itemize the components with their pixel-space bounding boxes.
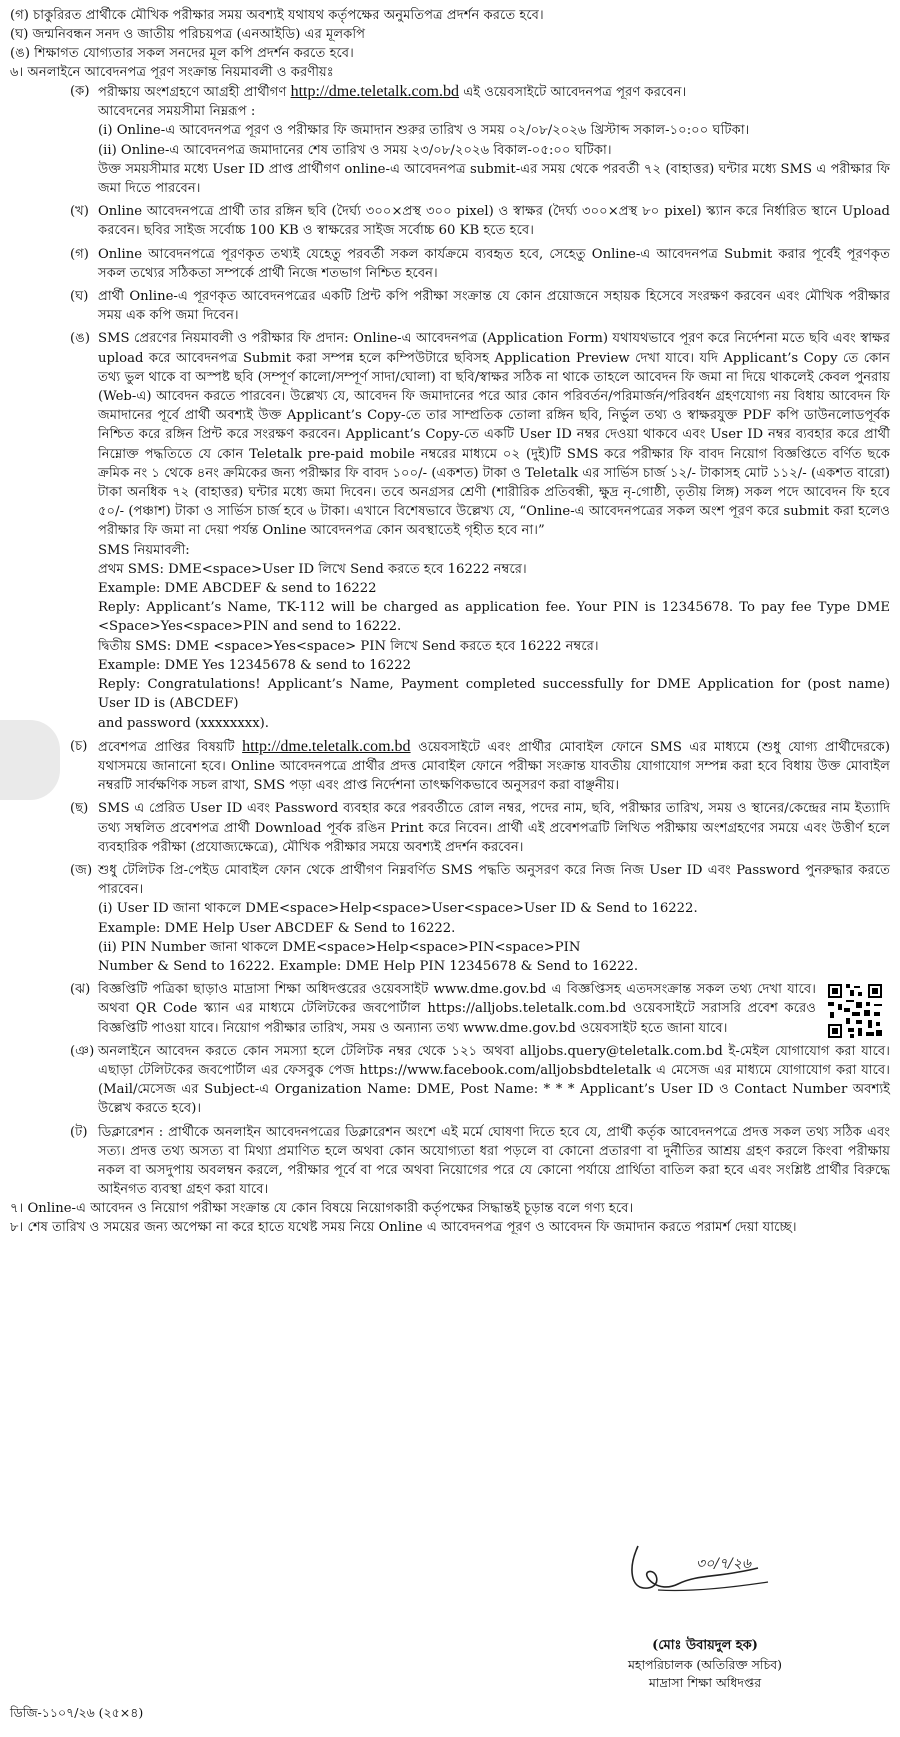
line-gha-top: (ঘ) জন্মনিবন্ধন সনদ ও জাতীয় পরিচয়পত্র (এনআইডি) এর মূলকপি (10, 27, 366, 42)
sms-first-example: Example: DME ABCDEF & send to 16222 (98, 581, 377, 597)
item-chha (10, 799, 890, 857)
line-ga-top: (গ) চাকুরিরত প্রার্থীকে মৌখিক পরীক্ষার সময় অবশ্যই যথাযথ কর্তৃপক্ষের অনুমতিপত্র প্রদর্শন করতে হবে। (10, 8, 544, 23)
item-ta (10, 1123, 890, 1200)
handwritten-signature-icon (618, 1538, 778, 1602)
teletalk-link-2[interactable]: http://dme.teletalk.com.bd (242, 737, 411, 755)
item-cha-label: (চ) (70, 738, 88, 754)
item-chha-text: SMS এ প্রেরিত User ID এবং Password ব্যবহার করে পরবর্তীতে রোল নম্বর, পদের নাম, ছবি, পরীক্ষার তারিখ, সময় ও স্থানের/কেন্দ্রের নাম ইত্যাদি তথ্য সম্বলিত প্রবেশপত্র প্রার্থী Download পূর্বক রঙিন Print করে নিবেন। প্রার্থী এই প্রবেশপত্রটি লিখিত পরীক্ষায় অংশগ্রহণের সময়ে এবং উত্তীর্ণ হলে ব্যবহারিক পরীক্ষা (প্রযোজ্যক্ষেত্রে), মৌখিক পরীক্ষার সময়ে অবশ্যই প্রদর্শন করবেন। (98, 801, 890, 855)
item-cha-pre: প্রবেশপত্র প্রাপ্তির বিষয়টি (98, 739, 235, 755)
footer-code: ডিজি-১১০৭/২৬ (২৫×৪) (10, 1705, 144, 1720)
item-ja (10, 861, 890, 976)
item-gha-label: (ঘ) (70, 289, 89, 305)
item-ka-label: (ক) (70, 84, 90, 99)
item-kha-text: Online আবেদনপত্রে প্রার্থী তার রঙ্গিন ছবি (দৈর্ঘ্য ৩০০×প্রস্থ ৩০০ pixel) ও স্বাক্ষর (দৈর্ঘ্য ৩০০×প্রস্থ ৮০ pixel) স্ক্যান করে নির্ধারিত স্থানে Upload করবেন। ছবির সাইজ সর্বোচ্চ 100 KB ও স্বাক্ষরের সাইজ সর্বোচ্চ 60 KB হতে হবে। (98, 204, 890, 239)
item-ka-ii: (ii) Online-এ আবেদনপত্র জমাদানের শেষ তারিখ ও সময় ২৩/০৮/২০২৬ বিকাল-০৫:০০ ঘটিকা। (98, 142, 612, 158)
section-6-heading: ৬। অনলাইনে আবেদনপত্র পূরণ সংক্রান্ত নিয়মাবলী ও করণীয়ঃ (10, 65, 334, 80)
sms-rules-heading: SMS নিয়মাবলী: (98, 542, 190, 558)
item-jha-label: (ঝ) (70, 982, 91, 998)
item-ja-text: শুধু টেলিটক প্রি-পেইড মোবাইল ফোন থেকে প্রার্থীগণ নিম্নবর্ণিত SMS পদ্ধতি অনুসরণ করে নিজ নিজ User ID এবং Password পুনরুদ্ধার করতে পারবেন। (98, 862, 890, 898)
item-gha (10, 287, 890, 325)
item-jha (10, 980, 890, 1038)
item-cha-post: ওয়েবসাইটে এবং প্রার্থীর মোবাইল ফোনে SMS এর মাধ্যমে (শুধু যোগ্য প্রার্থীদেরকে) যথাসময়ে জানানো হবে। Online আবেদনপত্রে প্রার্থীর প্রদত্ত মোবাইল ফোনে পরীক্ষা সংক্রান্ত যাবতীয় যোগাযোগ সম্পন্ন করা হবে বিধায় উক্ত মোবাইল নম্বরটি সার্বক্ষণিক সচল রাখা, SMS পড়া এবং প্রাপ্ত নির্দেশনা তাৎক্ষণিকভাবে অনুসরণ করা বাঞ্ছনীয়। (98, 739, 890, 794)
notice-page (10, 6, 890, 1237)
item-ja-ii: (ii) PIN Number জানা থাকলে DME<space>Help<space>PIN<space>PIN (98, 939, 581, 955)
item-ta-label: (ট) (70, 1124, 88, 1140)
item-ka-post: এই ওয়েবসাইটে আবেদনপত্র পূরণ করবেন। (463, 85, 687, 100)
item-ja-i: (i) User ID জানা থাকলে DME<space>Help<space>User<space>User ID & Send to 16222. (98, 901, 698, 917)
sms-second-reply: Reply: Congratulations! Applicant’s Name, Payment completed successfully for DME Application for (post name) User ID is (ABCDEF) (98, 677, 890, 712)
teletalk-link[interactable]: http://dme.teletalk.com.bd (290, 83, 459, 100)
item-ja-ii-2: Number & Send to 16222. Example: DME Help PIN 12345678 & Send to 16222. (98, 958, 639, 974)
item-chha-label: (ছ) (70, 801, 89, 817)
item-gha-text: প্রার্থী Online-এ পূরণকৃত আবেদনপত্রের একটি প্রিন্ট কপি পরীক্ষা সংক্রান্ত যে কোন প্রয়োজনে সহায়ক হিসেবে সংরক্ষণ করবেন এবং মৌখিক পরীক্ষার সময় এক কপি জমা দিবেন। (98, 289, 890, 324)
item-ja-i-example: Example: DME Help User ABCDEF & Send to 16222. (98, 920, 456, 936)
signatory-name: (মোঃ উবায়দুল হক) (652, 1638, 758, 1653)
item-nya-label: (ঞ) (70, 1043, 95, 1059)
item-ka-i: (i) Online-এ আবেদনপত্র পূরণ ও পরীক্ষার ফি জমাদান শুরুর তারিখ ও সময় ০২/০৮/২০২৬ খ্রিস্টাব্দ সকাল-১০:০০ ঘটিকা। (98, 123, 750, 139)
sms-second: দ্বিতীয় SMS: DME <space>Yes<space> PIN লিখে Send করতে হবে 16222 নম্বরে। (98, 638, 599, 654)
qr-code-icon[interactable] (826, 982, 884, 1040)
item-ja-label: (জ) (70, 862, 93, 878)
item-kha-label: (খ) (70, 204, 89, 220)
sms-second-reply-2: and password (xxxxxxxx). (98, 715, 269, 731)
item-ka-line2: আবেদনের সময়সীমা নিম্নরূপ : (98, 104, 256, 120)
item-ta-text: ডিক্লারেশন : প্রার্থীকে অনলাইন আবেদনপত্রের ডিক্লারেশন অংশে এই মর্মে ঘোষণা দিতে হবে যে, প্রার্থী কর্তৃক আবেদনপত্রে প্রদত্ত সকল তথ্য সঠিক এবং সত্য। প্রদত্ত তথ্য অসত্য বা মিথ্যা প্রমাণিত হলে অথবা কোন অযোগ্যতা ধরা পড়লে বা কোনো প্রতারণা বা দুর্নীতির আশ্রয় গ্রহণ করলে কিংবা পরীক্ষায় নকল বা অসদুপায় অবলম্বন করলে, পরীক্ষার পূর্বে বা পরে অথবা নিয়োগের পরে যে কোনো পর্যায়ে প্রার্থিতা বাতিল করা হবে এবং সংশ্লিষ্ট প্রার্থীর বিরুদ্ধে আইনগত ব্যবস্থা গ্রহণ করা যাবে। (98, 1124, 890, 1198)
item-ka-line3: উক্ত সময়সীমার মধ্যে User ID প্রাপ্ত প্রার্থীগণ online-এ আবেদনপত্র submit-এর সময় থেকে পরবর্তী ৭২ (বাহাত্তর) ঘন্টার মধ্যে SMS এ পরীক্ষার ফি জমা দিতে পারবেন। (98, 161, 890, 197)
sms-first-reply: Reply: Applicant’s Name, TK-112 will be charged as application fee. Your PIN is 12345678. To pay fee Type DME <Space>Yes<space>PIN and send to 16222. (98, 600, 890, 635)
item-kha (10, 202, 890, 240)
item-ga (10, 245, 890, 283)
signatory-designation: মহাপরিচালক (অতিরিক্ত সচিব) (627, 1657, 783, 1672)
item-ka (10, 82, 890, 198)
sms-first: প্রথম SMS: DME<space>User ID লিখে Send করতে হবে 16222 নম্বরে। (98, 561, 527, 577)
point-7: ৭। Online-এ আবেদন ও নিয়োগ পরীক্ষা সংক্রান্ত যে কোন বিষয়ে নিয়োগকারী কর্তৃপক্ষের সিদ্ধান্তই চূড়ান্ত বলে গণ্য হবে। (10, 1201, 634, 1217)
item-jha-text: বিজ্ঞপ্তিটি পত্রিকা ছাড়াও মাদ্রাসা শিক্ষা অধিদপ্তরের ওয়েবসাইট www.dme.gov.bd এ বিজ্ঞপ্তিসহ এতদসংক্রান্ত সকল তথ্য দেখা যাবে। অথবা QR Code স্ক্যান এর মাধ্যমে টেলিটকের জবপোর্টাল https://alljobs.teletalk.com.bd ওয়েবসাইটে সরাসরি প্রবেশ করেও বিজ্ঞপ্তিটি পাওয়া যাবে। নিয়োগ পরীক্ষার তারিখ, সময় ও অন্যান্য তথ্য www.dme.gov.bd ওয়েবসাইট হতে জানা যাবে। (98, 982, 816, 1036)
item-nya (10, 1042, 890, 1119)
sms-second-example: Example: DME Yes 12345678 & send to 16222 (98, 657, 412, 673)
item-nya-text: অনলাইনে আবেদন করতে কোন সমস্যা হলে টেলিটক নম্বর থেকে ১২১ অথবা alljobs.query@teletalk.com.bd ই-মেইল যোগাযোগ করা যাবে। এছাড়া টেলিটকের জবপোর্টাল এর ফেসবুক পেজ https://www.facebook.com/alljobsbdteletalk এ মেসেজ এর মাধ্যমে যোগাযোগ করা যাবে। (Mail/মেসেজ এর Subject-এ Organization Name: DME, Post Name: * * * Applicant’s User ID ও Contact Number অবশ্যই উল্লেখ করতে হবে)। (98, 1043, 890, 1117)
line-uma-top: (ঙ) শিক্ষাগত যোগ্যতার সকল সনদের মূল কপি প্রদর্শন করতে হবে। (10, 46, 354, 61)
item-ga-label: (গ) (70, 246, 89, 262)
item-ga-text: Online আবেদনপত্রে পূরণকৃত তথ্যই যেহেতু পরবর্তী সকল কার্যক্রমে ব্যবহৃত হবে, সেহেতু Online-এ আবেদনপত্র Submit করার পূর্বেই পূরণকৃত সকল তথ্যের সঠিকতা সম্পর্কে প্রার্থী নিজে শতভাগ নিশ্চিত হবেন। (98, 246, 890, 281)
signature-date: ৩০/৭/২৬ (696, 1556, 751, 1572)
item-uma-text: SMS প্রেরণের নিয়মাবলী ও পরীক্ষার ফি প্রদান: Online-এ আবেদনপত্র (Application Form) যথাযথভাবে পূরণ করে নির্দেশনা মতে ছবি এবং স্বাক্ষর upload করে আবেদনপত্র Submit করা সম্পন্ন হলে কম্পিউটারে ছবিসহ Application Preview দেখা যাবে। যদি Applicant’s Copy তে কোন তথ্য ভুল থাকে বা অস্পষ্ট ছবি (সম্পূর্ণ কালো/সম্পূর্ণ সাদা/ঘোলা) বা ছবি/স্বাক্ষর সঠিক না থাকে তাহলে আবেদন ফি জমা না দিয়ে থাকলেই কেবল পুনরায় (Web-এ) আবেদন করতে পারবেন। উল্লেখ্য যে, আবেদন ফি জমাদানের পরে আর কোন পরিবর্তন/পরিমার্জন/পরিবর্ধন গ্রহণযোগ্য নয় বিধায় আবেদন ফি জমাদানের পূর্বে প্রার্থী অবশ্যই উক্ত Applicant’s Copy-তে তার সাম্প্রতিক তোলা রঙ্গিন ছবি, নির্ভুল তথ্য ও স্বাক্ষরযুক্ত PDF কপি ডাউনলোডপূর্বক নিশ্চিত করে রঙ্গিন প্রিন্ট করে সংরক্ষণ করবেন। Applicant’s Copy-তে একটি User ID নম্বর দেওয়া থাকবে এবং User ID নম্বর ব্যবহার করে প্রার্থী নিম্নোক্ত পদ্ধতিতে যে কোন Teletalk pre-paid mobile নম্বরের মাধ্যমে ০২ (দুই)টি SMS করে পরীক্ষার ফি বাবদ নিয়োগ বিজ্ঞপ্তিতে বর্ণিত ছকে ক্রমিক নং ১ থেকে ৪নং ক্রমিকের জন্য পরীক্ষার ফি বাবদ ১০০/- (একশত) টাকা ও Teletalk এর সার্ভিস চার্জ ১২/- টাকাসহ মোট ১১২/- (একশত বারো) টাকা অনধিক ৭২ (বাহাত্তর) ঘন্টার মধ্যে জমা দিবেন। তবে অনগ্রসর শ্রেণী (শারীরিক প্রতিবন্ধী, ক্ষুদ্র নৃ-গোষ্ঠী, তৃতীয় লিঙ্গ) সকল পদে আবেদন ফি হবে ৫০/- (পঞ্চাশ) টাকা ও সার্ভিস চার্জ হবে ৬ টাকা। এখানে বিশেষভাবে উল্লেখ্য যে, “Online-এ আবেদনপত্রের সকল অংশ পূরণ করে submit করা হলেও পরীক্ষার ফি জমা না দেয়া পর্যন্ত Online আবেদনপত্র কোন অবস্থাতেই গৃহীত হবে না।” (98, 331, 890, 539)
signatory-block (600, 1636, 810, 1692)
item-uma-label: (ঙ) (70, 331, 90, 347)
item-ka-pre: পরীক্ষায় অংশগ্রহণে আগ্রহী প্রার্থীগণ (98, 85, 287, 100)
item-uma (10, 329, 890, 732)
point-8: ৮। শেষ তারিখ ও সময়ের জন্য অপেক্ষা না করে হাতে যথেষ্ট সময় নিয়ে Online এ আবেদনপত্র পূরণ ও আবেদন ফি জমাদান করতে পরামর্শ দেয়া যাচ্ছে। (10, 1220, 797, 1236)
item-cha (10, 737, 890, 796)
signatory-office: মাদ্রাসা শিক্ষা অধিদপ্তর (648, 1675, 762, 1690)
